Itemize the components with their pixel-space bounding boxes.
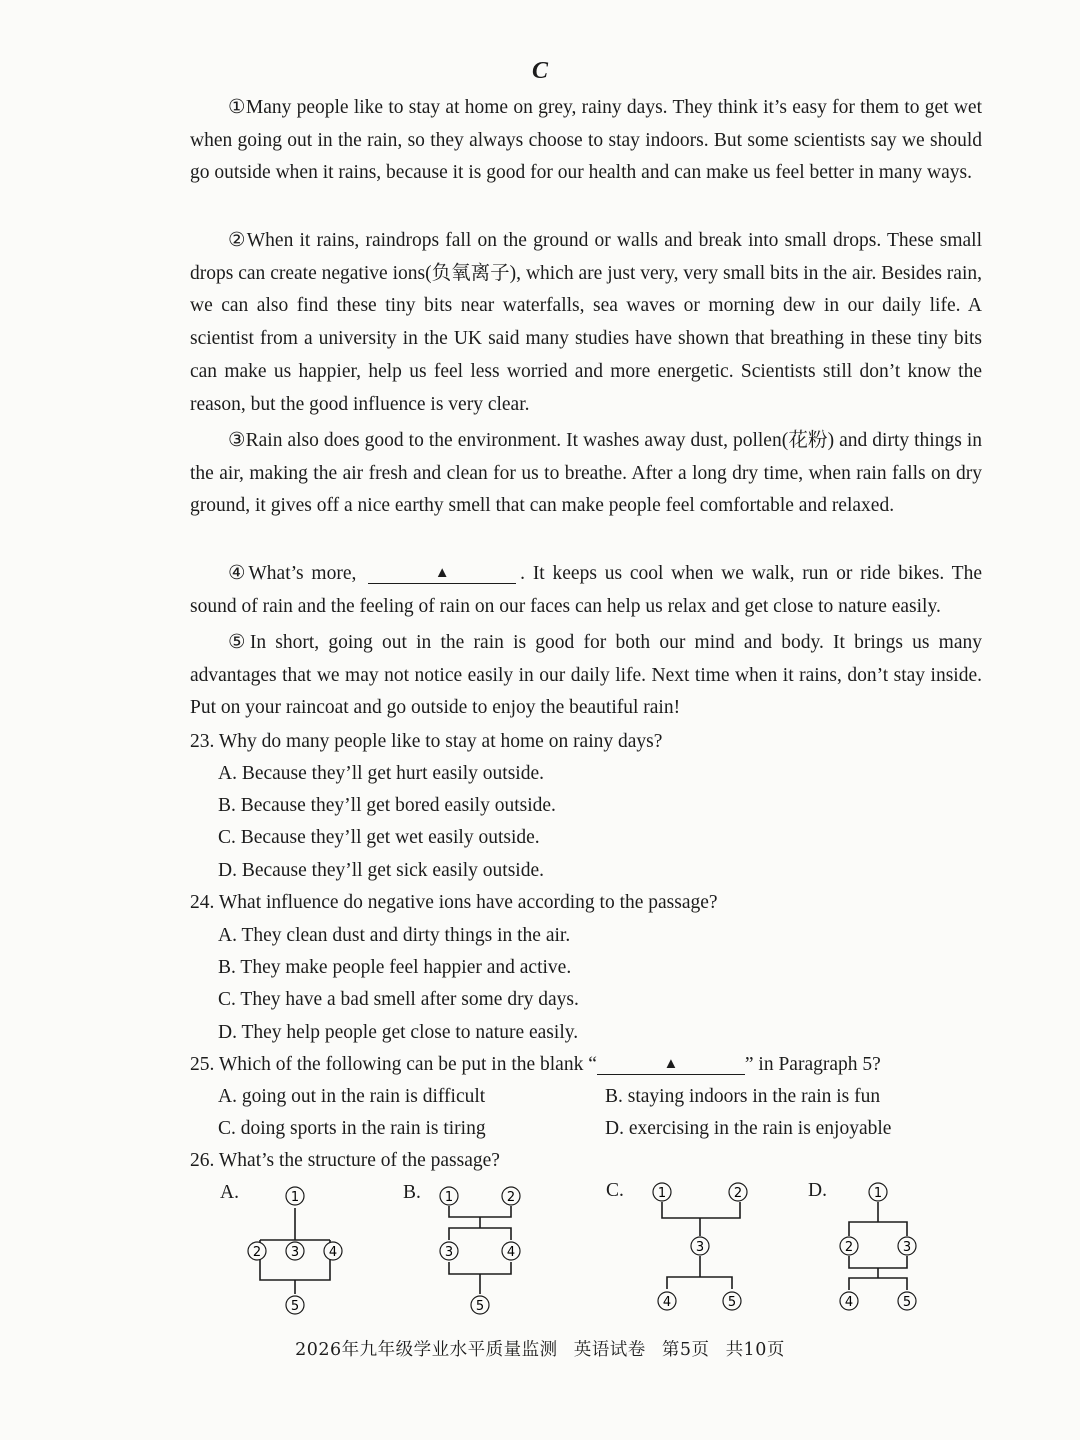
node-2	[729, 1183, 747, 1201]
q26-option-d[interactable]: D.	[808, 1180, 827, 1201]
node-1	[286, 1187, 304, 1205]
node-3	[898, 1237, 916, 1255]
node-5	[286, 1296, 304, 1314]
q23-option-b[interactable]: B. Because they’ll get bored easily outside.	[218, 795, 556, 816]
blank-triangle: ▲	[434, 565, 450, 581]
node-2	[840, 1237, 858, 1255]
svg-text:3: 3	[444, 1245, 454, 1260]
question-24: 24. What influence do negative ions have according to the passage?	[190, 892, 718, 913]
paragraph-5: ⑤In short, going out in the rain is good for both our mind and body. It brings us many advantages that we may not notice easily in our daily life. Next time when it rains, don’t stay inside. Put on your raincoat and go outside to enjoy the beautiful rain!	[190, 632, 982, 719]
node-1	[440, 1187, 458, 1205]
q25-stem-before: 25. Which of the following can be put in the blank “	[190, 1054, 597, 1075]
svg-text:5: 5	[902, 1295, 912, 1310]
paragraph-2: ②When it rains, raindrops fall on the ground or walls and break into small drops. These small drops can create negative ions(负氧离子), which are just very, very small bits in the air. Besides rain, we can also find these tiny bits near waterfalls, sea waves or morning dew in our daily life. A scientist from a university in the UK said many studies have shown that breathing in these tiny bits can make us happier, help us feel less worried and more energetic. Scientists still don’t know the reason, but the good influence is very clear.	[190, 230, 982, 415]
structure-diagram-a[interactable]	[240, 1180, 360, 1320]
svg-text:1: 1	[873, 1186, 883, 1201]
q25-blank-triangle: ▲	[663, 1056, 679, 1072]
diagram-a-nodes	[248, 1187, 342, 1314]
svg-text:4: 4	[328, 1245, 338, 1260]
answer-blank	[368, 562, 516, 584]
paragraph-3: ③Rain also does good to the environment. It washes away dust, pollen(花粉) and dirty things in the air, making the air fresh and clean for us to breathe. After a long dry time, when rain falls on dry ground, it gives off a nice earthy smell that can make people feel comfortable and relaxed.	[190, 430, 982, 517]
q26-option-b[interactable]: B.	[403, 1182, 421, 1203]
node-4	[840, 1292, 858, 1310]
node-5	[898, 1292, 916, 1310]
q25-option-b[interactable]: B. staying indoors in the rain is fun	[605, 1086, 881, 1107]
svg-text:3: 3	[290, 1245, 300, 1260]
q24-option-c[interactable]: C. They have a bad smell after some dry days.	[218, 989, 579, 1010]
node-4	[324, 1242, 342, 1260]
q26-option-a[interactable]: A.	[220, 1182, 239, 1203]
svg-text:4: 4	[662, 1295, 672, 1310]
node-1	[653, 1183, 671, 1201]
section-title: C	[531, 58, 548, 84]
page-footer	[0, 1336, 1080, 1361]
node-4	[502, 1242, 520, 1260]
svg-text:5: 5	[475, 1299, 485, 1314]
structure-diagram-b[interactable]	[430, 1180, 540, 1320]
paragraph-4-before: ④What’s more,	[228, 563, 357, 584]
paragraph-4	[190, 558, 982, 623]
node-3	[286, 1242, 304, 1260]
svg-text:1: 1	[290, 1190, 300, 1205]
svg-text:5: 5	[290, 1299, 300, 1314]
footer-total: 共10页	[725, 1340, 785, 1360]
q24-option-d[interactable]: D. They help people get close to nature easily.	[218, 1022, 579, 1043]
q25-option-c[interactable]: C. doing sports in the rain is tiring	[218, 1118, 486, 1139]
node-5	[471, 1296, 489, 1314]
svg-text:1: 1	[657, 1186, 667, 1201]
paragraph-4-after: . It keeps us cool when we walk, run or ride bikes. The sound of rain and the feeling of rain on our faces can help us relax and get close to nature easily.	[190, 563, 982, 617]
svg-text:2: 2	[252, 1245, 262, 1260]
footer-subject: 英语试卷	[573, 1340, 646, 1360]
node-5	[723, 1292, 741, 1310]
q25-option-d[interactable]: D. exercising in the rain is enjoyable	[605, 1118, 892, 1139]
q24-option-b[interactable]: B. They make people feel happier and active.	[218, 957, 572, 978]
node-2	[502, 1187, 520, 1205]
svg-text:3: 3	[902, 1240, 912, 1255]
question-23: 23. Why do many people like to stay at home on rainy days?	[190, 731, 663, 752]
footer-exam: 2026年九年级学业水平质量监测	[295, 1340, 558, 1360]
svg-text:2: 2	[733, 1186, 743, 1201]
svg-text:2: 2	[844, 1240, 854, 1255]
footer-page: 第5页	[661, 1340, 710, 1360]
svg-text:3: 3	[695, 1240, 705, 1255]
question-25	[190, 1049, 881, 1081]
q23-option-a[interactable]: A. Because they’ll get hurt easily outside.	[218, 763, 544, 784]
node-3	[691, 1237, 709, 1255]
q25-stem-after: ” in Paragraph 5?	[744, 1054, 881, 1075]
node-4	[658, 1292, 676, 1310]
q25-blank	[597, 1053, 745, 1075]
svg-text:4: 4	[506, 1245, 516, 1260]
structure-diagram-d[interactable]	[835, 1180, 925, 1320]
node-3	[440, 1242, 458, 1260]
paragraph-1: ①Many people like to stay at home on grey, rainy days. They think it’s easy for them to get wet when going out in the rain, so they always choose to stay indoors. But some scientists say we should go outside when it rains, because it is good for our health and can make us feel better in many ways.	[190, 97, 982, 184]
structure-diagram-c[interactable]	[650, 1180, 760, 1320]
q26-option-c[interactable]: C.	[606, 1180, 624, 1201]
q23-option-c[interactable]: C. Because they’ll get wet easily outside.	[218, 827, 540, 848]
svg-text:5: 5	[727, 1295, 737, 1310]
node-1	[869, 1183, 887, 1201]
q25-option-a[interactable]: A. going out in the rain is difficult	[218, 1086, 486, 1107]
q23-option-d[interactable]: D. Because they’ll get sick easily outside.	[218, 860, 544, 881]
q24-option-a[interactable]: A. They clean dust and dirty things in the air.	[218, 925, 571, 946]
svg-text:2: 2	[506, 1190, 516, 1205]
question-26: 26. What’s the structure of the passage?	[190, 1150, 500, 1171]
svg-text:1: 1	[444, 1190, 454, 1205]
svg-text:4: 4	[844, 1295, 854, 1310]
node-2	[248, 1242, 266, 1260]
